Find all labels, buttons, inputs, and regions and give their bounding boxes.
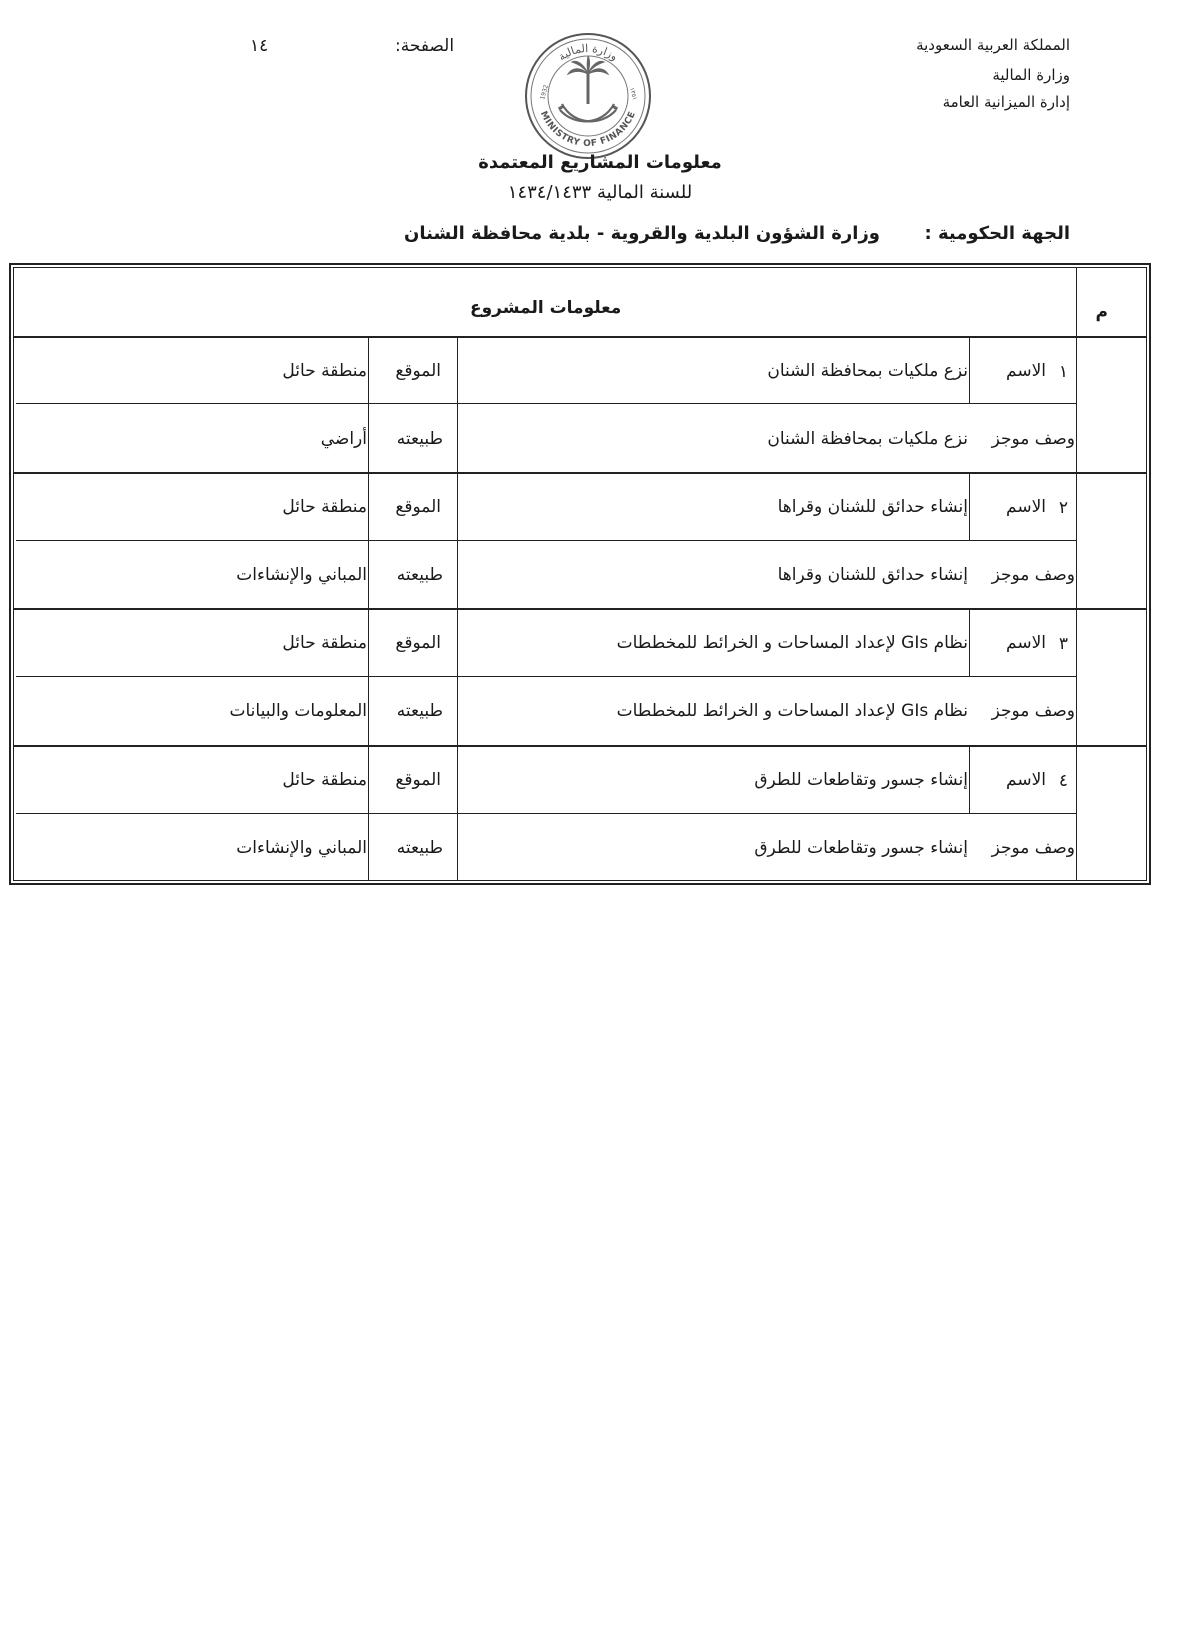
department-name: إدارة الميزانية العامة (942, 93, 1070, 111)
project-description: إنشاء جسور وتقاطعات للطرق (754, 838, 968, 858)
label-divider (969, 609, 970, 676)
ministry-name: وزارة المالية (992, 66, 1070, 84)
project-description: إنشاء حدائق للشنان وقراها (777, 565, 968, 585)
project-name: نظام GIs لإعداد المساحات و الخرائط للمخططات (616, 633, 968, 653)
project-nature: أراضي (320, 429, 367, 449)
nature-label: طبيعته (396, 565, 443, 585)
description-label: وصف موجز (991, 838, 1075, 858)
project-location: منطقة حائل (282, 497, 367, 517)
svg-text:1932: 1932 (539, 83, 550, 101)
row-divider (16, 813, 1077, 814)
nature-label: طبيعته (396, 701, 443, 721)
kingdom-name: المملكة العربية السعودية (916, 36, 1070, 54)
project-number: ٤ (1058, 771, 1068, 791)
svg-text:MINISTRY OF FINANCE: MINISTRY OF FINANCE (537, 109, 638, 150)
svg-text:١٣٥١: ١٣٥١ (628, 86, 639, 101)
project-name: نزع ملكيات بمحافظة الشنان (767, 361, 968, 381)
ministry-seal (522, 30, 654, 162)
header-divider (13, 336, 1147, 338)
project-number: ٣ (1058, 634, 1068, 654)
entity-label: الجهة الحكومية : (924, 223, 1070, 244)
value-divider (457, 337, 458, 881)
name-label: الاسم (1006, 361, 1046, 381)
number-column-header: م (1095, 302, 1108, 322)
page-label: الصفحة: (395, 36, 455, 56)
description-label: وصف موجز (991, 429, 1075, 449)
project-location: منطقة حائل (282, 361, 367, 381)
project-name: إنشاء حدائق للشنان وقراها (777, 497, 968, 517)
location-label-divider (368, 337, 369, 881)
project-divider (13, 745, 1147, 747)
location-label: الموقع (395, 770, 441, 790)
location-label: الموقع (395, 497, 441, 517)
name-label: الاسم (1006, 497, 1046, 517)
project-location: منطقة حائل (282, 770, 367, 790)
projects-table-inner-border (13, 267, 1147, 881)
project-description: نظام GIs لإعداد المساحات و الخرائط للمخططات (616, 701, 968, 721)
project-location: منطقة حائل (282, 633, 367, 653)
row-divider (16, 540, 1077, 541)
name-label: الاسم (1006, 633, 1046, 653)
project-nature: المباني والإنشاءات (236, 565, 367, 585)
entity-value: وزارة الشؤون البلدية والقروية - بلدية محافظة الشنان (404, 223, 880, 244)
project-number: ١ (1058, 362, 1068, 382)
row-divider (16, 676, 1077, 677)
project-nature: المباني والإنشاءات (236, 838, 367, 858)
project-name: إنشاء جسور وتقاطعات للطرق (754, 770, 968, 790)
name-label: الاسم (1006, 770, 1046, 790)
label-divider (969, 746, 970, 813)
description-label: وصف موجز (991, 701, 1075, 721)
project-description: نزع ملكيات بمحافظة الشنان (767, 429, 968, 449)
project-nature: المعلومات والبيانات (229, 701, 367, 721)
svg-text:وزارة المالية: وزارة المالية (555, 41, 621, 64)
project-info-header: معلومات المشروع (470, 298, 622, 318)
number-column-divider (1076, 267, 1077, 881)
location-label: الموقع (395, 633, 441, 653)
row-divider (16, 403, 1077, 404)
seal-emblem-icon (522, 30, 654, 162)
document-title: معلومات المشاريع المعتمدة (478, 152, 722, 173)
nature-label: طبيعته (396, 429, 443, 449)
project-divider (13, 472, 1147, 474)
location-label: الموقع (395, 361, 441, 381)
nature-label: طبيعته (396, 838, 443, 858)
project-divider (13, 608, 1147, 610)
page-number: ١٤ (250, 36, 269, 56)
fiscal-year: للسنة المالية ١٤٣٤/١٤٣٣ (507, 182, 693, 203)
description-label: وصف موجز (991, 565, 1075, 585)
project-number: ٢ (1058, 498, 1068, 518)
label-divider (969, 473, 970, 540)
label-divider (969, 337, 970, 404)
